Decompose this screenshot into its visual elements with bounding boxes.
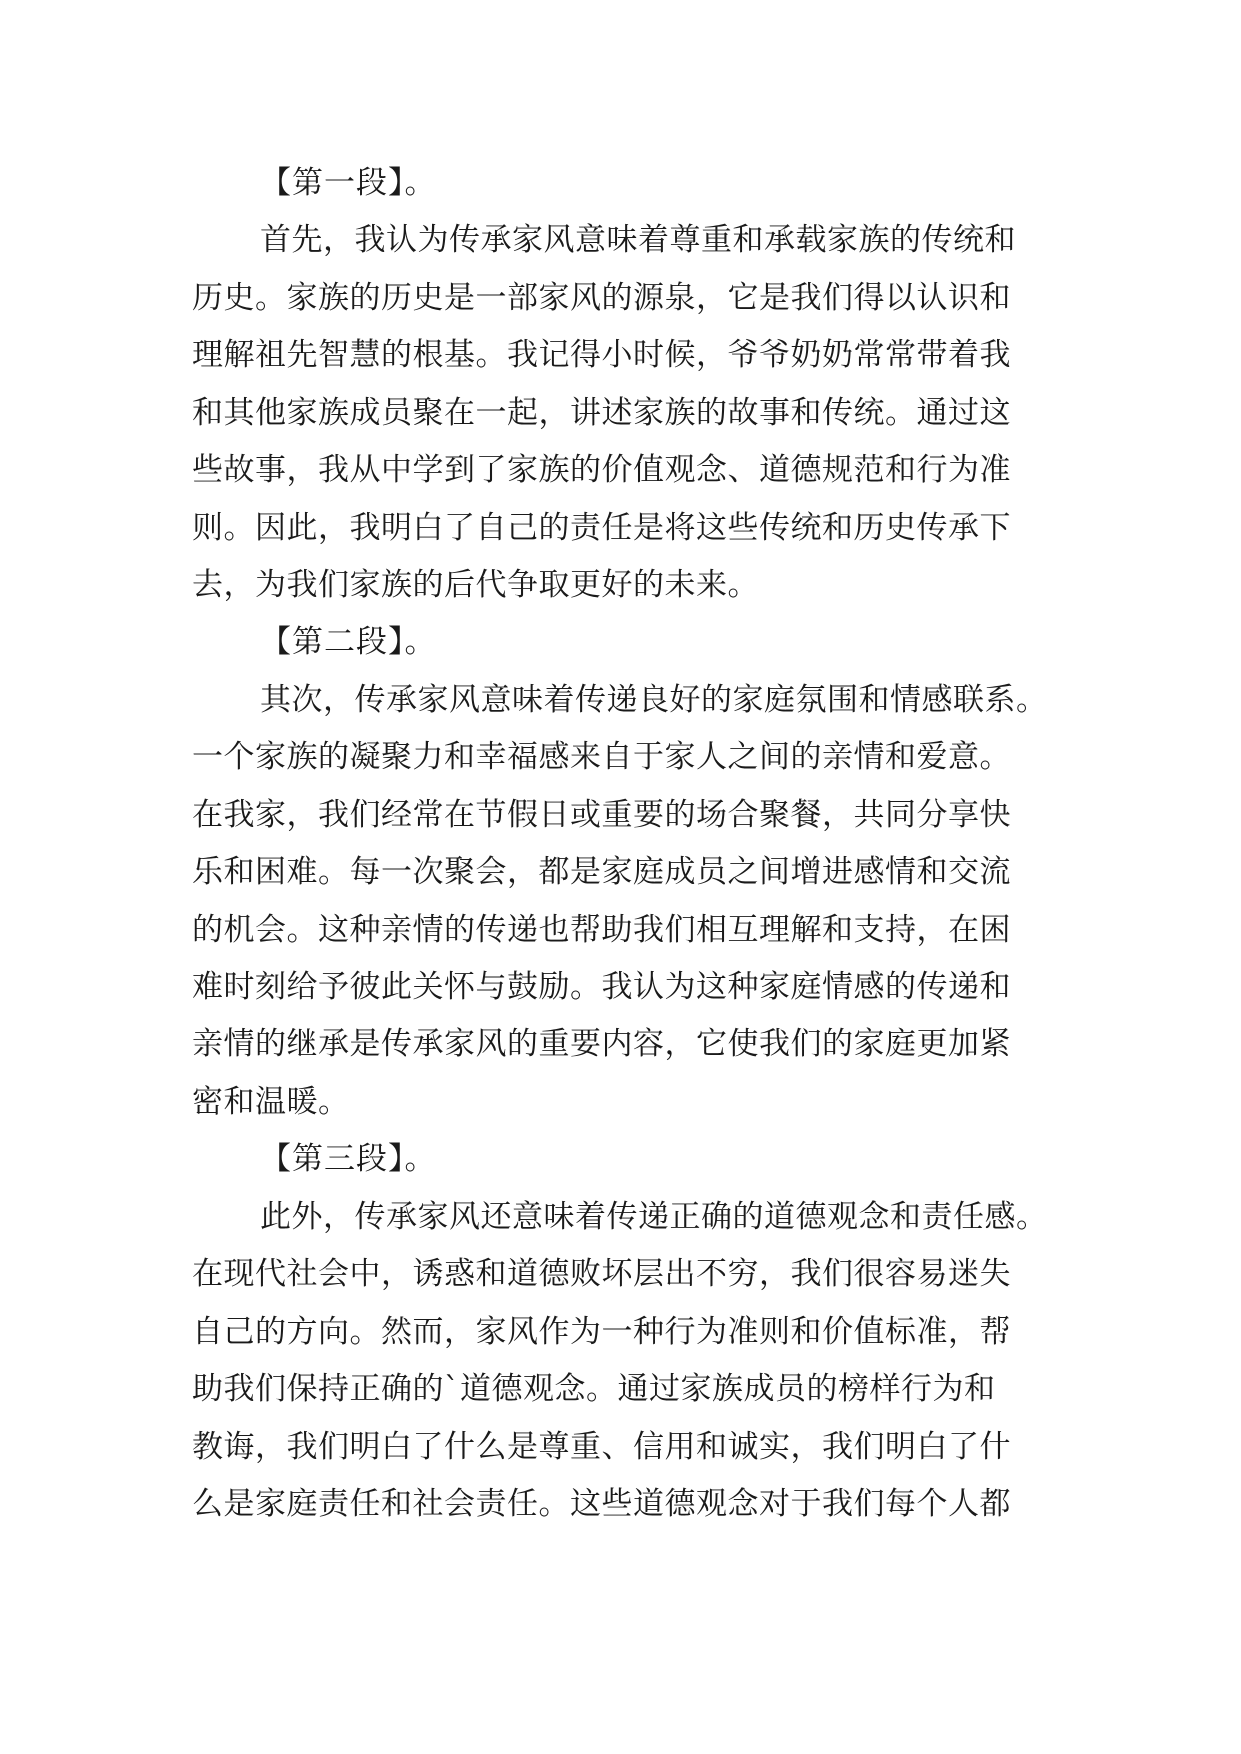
paragraph-line: 乐和困难。每一次聚会，都是家庭成员之间增进感情和交流: [192, 854, 1011, 890]
section-heading-3: 【第三段】。: [260, 1141, 437, 1177]
paragraph-line: 则。因此，我明白了自己的责任是将这些传统和历史传承下: [192, 510, 1011, 546]
paragraph-line: 首先，我认为传承家风意味着尊重和承载家族的传统和: [260, 222, 1016, 258]
paragraph-line: 一个家族的凝聚力和幸福感来自于家人之间的亲情和爱意。: [192, 739, 1011, 775]
paragraph-line: 历史。家族的历史是一部家风的源泉，它是我们得以认识和: [192, 280, 1011, 316]
paragraph-line: 其次，传承家风意味着传递良好的家庭氛围和情感联系。: [260, 682, 1048, 718]
paragraph-line: 自己的方向。然而，家风作为一种行为准则和价值标准，帮: [192, 1314, 1011, 1350]
paragraph-line: 在我家，我们经常在节假日或重要的场合聚餐，共同分享快: [192, 797, 1011, 833]
paragraph-line: 些故事，我从中学到了家族的价值观念、道德规范和行为准: [192, 452, 1011, 488]
paragraph-line: 难时刻给予彼此关怀与鼓励。我认为这种家庭情感的传递和: [192, 969, 1011, 1005]
paragraph-line: 的机会。这种亲情的传递也帮助我们相互理解和支持，在困: [192, 912, 1011, 948]
paragraph-line: 助我们保持正确的`道德观念。通过家族成员的榜样行为和: [192, 1371, 996, 1407]
paragraph-line: 么是家庭责任和社会责任。这些道德观念对于我们每个人都: [192, 1486, 1011, 1522]
section-heading-1: 【第一段】。: [260, 165, 437, 201]
paragraph-line: 亲情的继承是传承家风的重要内容，它使我们的家庭更加紧: [192, 1026, 1011, 1062]
paragraph-line: 去，为我们家族的后代争取更好的未来。: [192, 567, 759, 603]
paragraph-line: 此外，传承家风还意味着传递正确的道德观念和责任感。: [260, 1199, 1048, 1235]
paragraph-line: 和其他家族成员聚在一起，讲述家族的故事和传统。通过这: [192, 395, 1011, 431]
paragraph-line: 理解祖先智慧的根基。我记得小时候，爷爷奶奶常常带着我: [192, 337, 1011, 373]
section-heading-2: 【第二段】。: [260, 624, 437, 660]
paragraph-line: 在现代社会中，诱惑和道德败坏层出不穷，我们很容易迷失: [192, 1256, 1011, 1292]
paragraph-line: 密和温暖。: [192, 1084, 350, 1120]
paragraph-line: 教诲，我们明白了什么是尊重、信用和诚实，我们明白了什: [192, 1429, 1011, 1465]
